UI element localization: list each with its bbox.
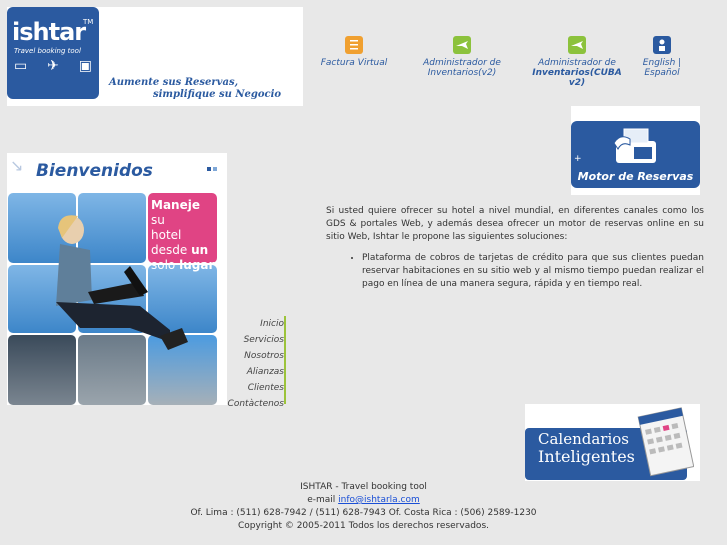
motor-plus-sign: + (574, 154, 582, 164)
lang-espanol-link[interactable]: Español (644, 68, 680, 78)
calendarios-label-2: Inteligentes (538, 447, 635, 466)
nav-factura-virtual[interactable] (318, 36, 390, 68)
side-menu (220, 316, 286, 412)
lang-english-link[interactable]: English | (642, 58, 682, 68)
promo-word: Maneje (151, 198, 200, 212)
promo-word: desde (151, 243, 188, 257)
nav-admin-inventarios-v2[interactable] (420, 36, 504, 78)
promo-word: lugar (179, 258, 215, 272)
footer-email-row (150, 494, 577, 507)
main-content (326, 205, 704, 291)
nav-admin-v2-line2: Inventarios(v2) (427, 68, 497, 78)
motor-reservas-label: Motor de Reservas (577, 170, 694, 183)
footer-copyright: Copyright © 2005-2011 Todos los derechos reservados. (238, 521, 489, 531)
dots-icon (207, 167, 217, 171)
bed-icon: ▭ (14, 58, 28, 74)
promo-word: solo (151, 258, 176, 272)
calendarios-label-1: Calendarios (538, 430, 629, 448)
logo-trademark: TM (83, 18, 94, 26)
nav-admin-inventarios-cuba[interactable] (525, 36, 629, 88)
invoice-icon (345, 36, 363, 54)
fax-phone-icon (610, 127, 662, 165)
car-icon: ▣ (78, 58, 92, 74)
list-item: • Plataforma de cobros de tarjetas de crédito para que sus clientes puedan reservar habitaciones en su sitio web y al mismo tiempo puedan realizar el pago en línea de una manera segura, rápida y en tiempo real. (362, 252, 704, 291)
footer-email-label: e-mail (307, 495, 336, 505)
side-menu-contactenos[interactable]: Contàctenos (227, 399, 284, 409)
nav-language (640, 36, 684, 78)
side-menu-clientes[interactable]: Clientes (247, 383, 284, 393)
side-menu-nosotros[interactable]: Nosotros (244, 351, 284, 361)
nav-admin-cuba-line2: Inventarios(CUBA v2) (532, 68, 622, 88)
welcome-title: Bienvenidos (36, 161, 153, 181)
side-menu-servicios[interactable]: Servicios (243, 335, 284, 345)
footer-phones: Of. Lima : (511) 628-7942 / (511) 628-7943 Of. Costa Rica : (506) 2589-1230 (190, 508, 537, 518)
side-menu-alianzas[interactable]: Alianzas (246, 367, 284, 377)
footer-email-link[interactable]: info@ishtarla.com (338, 495, 420, 505)
side-menu-inicio[interactable]: Inicio (260, 319, 284, 329)
promo-word: hotel (151, 228, 182, 242)
plane-icon (453, 36, 471, 54)
nav-admin-cuba-line1: Administrador de (538, 58, 616, 68)
promo-word: su (151, 213, 165, 227)
arrow-icon: ↘ (10, 156, 24, 175)
slogan-line-2: simplifique su Negocio (153, 89, 282, 100)
nav-factura-label: Factura Virtual (320, 58, 388, 68)
user-icon (653, 36, 671, 54)
promo-word: un (191, 243, 209, 257)
logo-icons (14, 58, 92, 76)
nav-admin-v2-line1: Administrador de (423, 58, 501, 68)
logo-subtitle: Travel booking tool (14, 47, 81, 55)
solutions-list (326, 252, 704, 291)
side-menu-divider (284, 316, 286, 404)
calendar-icon (636, 406, 694, 478)
plane-icon (568, 36, 586, 54)
logo-text: ishtar (12, 18, 86, 46)
slogan-line-1: Aumente sus Reservas, (109, 77, 239, 88)
promo-text (151, 198, 217, 273)
intro-paragraph: Si usted quiere ofrecer su hotel a nivel mundial, en diferentes canales como los GDS & portales Web, y además desea ofrecer un motor de reservas online en su sitio Web, Ishtar le propone las siguientes soluciones: (326, 206, 704, 242)
footer-title: ISHTAR - Travel booking tool (300, 482, 427, 492)
footer (150, 481, 577, 533)
plane-icon: ✈ (47, 58, 59, 74)
